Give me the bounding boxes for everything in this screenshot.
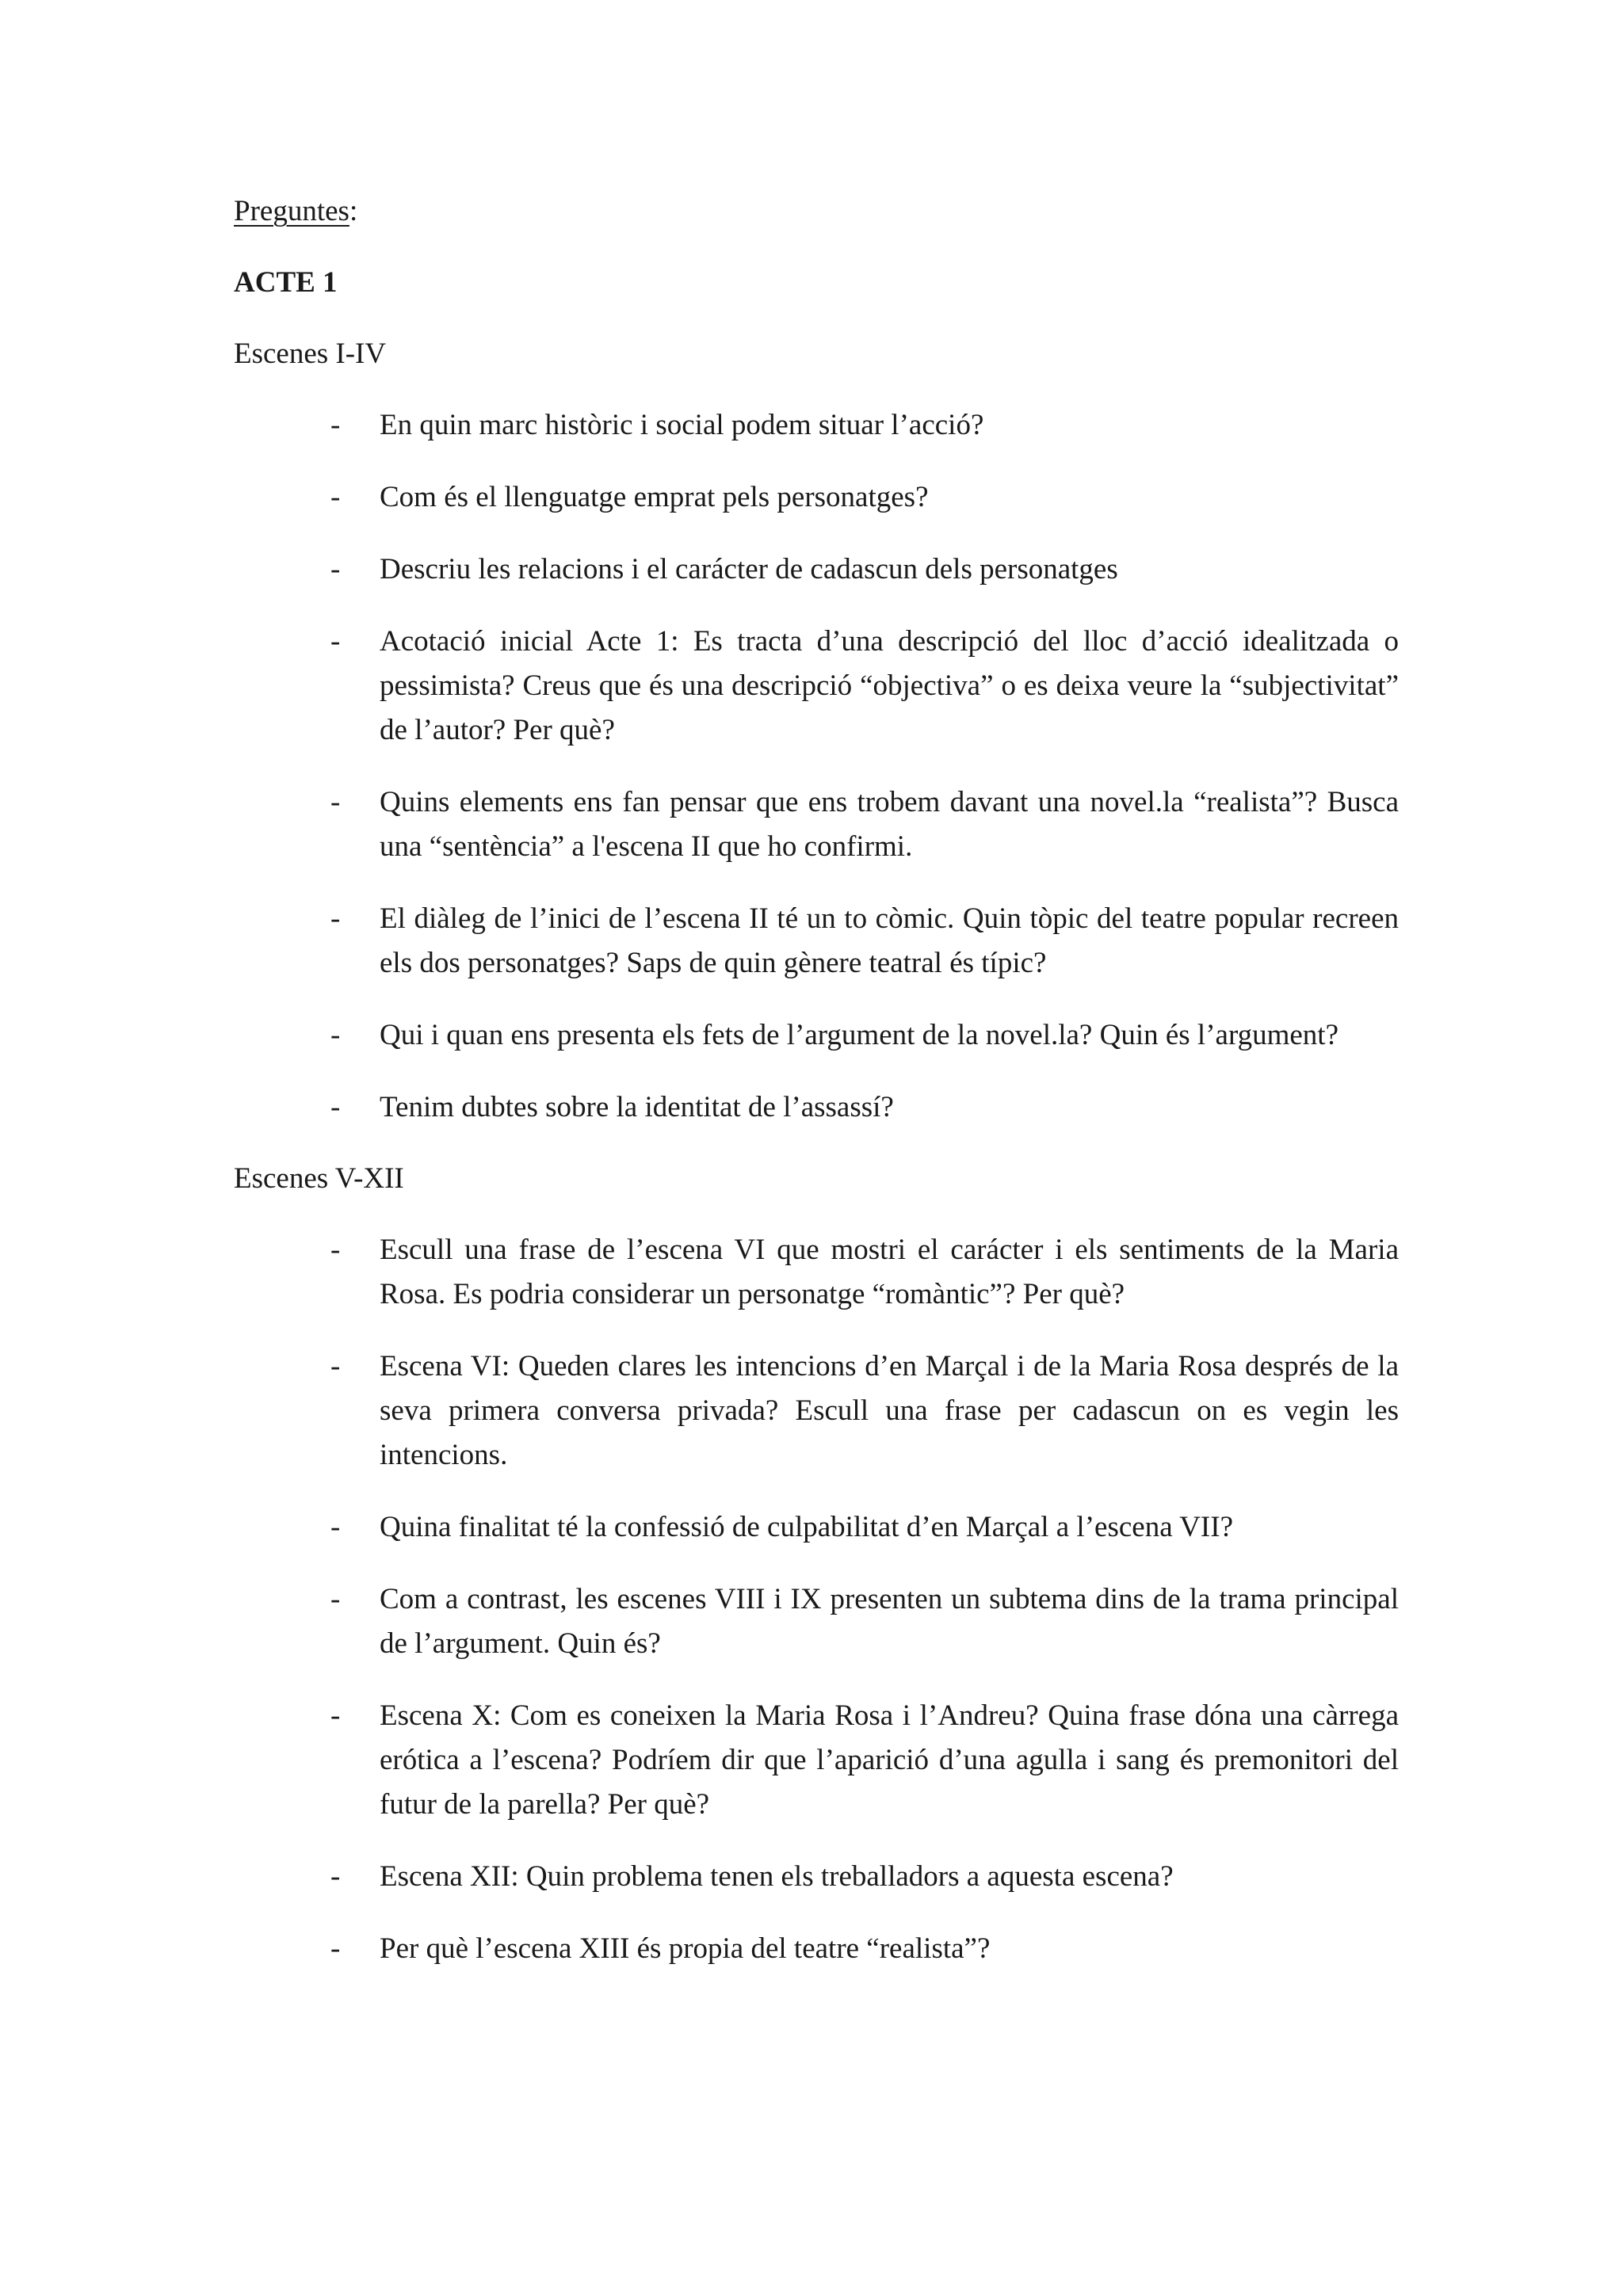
question-text: El diàleg de l’inici de l’escena II té un to còmic. Quin tòpic del teatre popular recreen els dos personatges? Saps de quin gènere teatral és típic?	[380, 902, 1399, 979]
question-item	[234, 897, 1399, 986]
question-text: Escena VI: Queden clares les intencions d’en Marçal i de la Maria Rosa després de la seva primera conversa privada? Escull una frase per cadascun on es vegin les intencions.	[380, 1350, 1399, 1471]
dash-bullet: -	[330, 1860, 341, 1893]
dash-bullet: -	[330, 1932, 341, 1965]
dash-bullet: -	[330, 409, 341, 441]
question-text: Escena XII: Quin problema tenen els treballadors a aquesta escena?	[380, 1860, 1174, 1893]
question-list	[234, 403, 1399, 1130]
question-item	[234, 780, 1399, 869]
section-title: Escenes V-XII	[234, 1162, 404, 1195]
dash-bullet: -	[330, 786, 341, 818]
question-text: Descriu les relacions i el carácter de cadascun dels personatges	[380, 553, 1118, 585]
question-list	[234, 1228, 1399, 1971]
question-text: Com és el llenguatge emprat pels personatges?	[380, 481, 929, 513]
question-item	[234, 547, 1399, 592]
dash-bullet: -	[330, 1699, 341, 1732]
question-item	[234, 1694, 1399, 1827]
question-text: Acotació inicial Acte 1: Es tracta d’una descripció del lloc d’acció idealitzada o pessimista? Creus que és una descripció “objectiva” o es deixa veure la “subjectivitat” de l’autor? Per què?	[380, 625, 1399, 746]
question-item	[234, 1013, 1399, 1058]
question-item	[234, 1344, 1399, 1478]
question-text: Quins elements ens fan pensar que ens trobem davant una novel.la “realista”? Busca una “sentència” a l'escena II que ho confirmi.	[380, 786, 1399, 863]
dash-bullet: -	[330, 1019, 341, 1051]
question-text: Tenim dubtes sobre la identitat de l’assassí?	[380, 1091, 894, 1123]
question-text: Escena X: Com es coneixen la Maria Rosa i l’Andreu? Quina frase dóna una càrrega erótica a l’escena? Podríem dir que l’aparició d’una agulla i sang és premonitori del futur de la parella? Per què?	[380, 1699, 1399, 1821]
question-text: Qui i quan ens presenta els fets de l’argument de la novel.la? Quin és l’argument?	[380, 1019, 1338, 1051]
question-text: En quin marc històric i social podem situar l’acció?	[380, 409, 984, 441]
question-item	[234, 1085, 1399, 1130]
dash-bullet: -	[330, 902, 341, 935]
dash-bullet: -	[330, 481, 341, 513]
dash-bullet: -	[330, 1511, 341, 1543]
act-title: ACTE 1	[234, 266, 338, 299]
question-item	[234, 1927, 1399, 1971]
question-item	[234, 1577, 1399, 1666]
preguntes-label: Preguntes	[234, 195, 349, 227]
dash-bullet: -	[330, 1583, 341, 1615]
question-item	[234, 620, 1399, 753]
dash-bullet: -	[330, 1234, 341, 1266]
dash-bullet: -	[330, 1091, 341, 1123]
question-text: Per què l’escena XIII és propia del teatre “realista”?	[380, 1932, 991, 1965]
question-text: Com a contrast, les escenes VIII i IX presenten un subtema dins de la trama principal de l’argument. Quin és?	[380, 1583, 1399, 1660]
preguntes-heading	[234, 189, 1399, 234]
question-item	[234, 1228, 1399, 1317]
dash-bullet: -	[330, 1350, 341, 1383]
question-item	[234, 1855, 1399, 1899]
question-item	[234, 1505, 1399, 1550]
section-title: Escenes I-IV	[234, 338, 387, 370]
document-content	[234, 189, 1399, 1971]
dash-bullet: -	[330, 553, 341, 585]
question-item	[234, 475, 1399, 520]
dash-bullet: -	[330, 625, 341, 658]
question-text: Quina finalitat té la confessió de culpabilitat d’en Marçal a l’escena VII?	[380, 1511, 1233, 1543]
preguntes-colon: :	[349, 195, 358, 227]
question-item	[234, 403, 1399, 448]
question-text: Escull una frase de l’escena VI que mostri el carácter i els sentiments de la Maria Rosa. Es podria considerar un personatge “romàntic”? Per què?	[380, 1234, 1399, 1310]
